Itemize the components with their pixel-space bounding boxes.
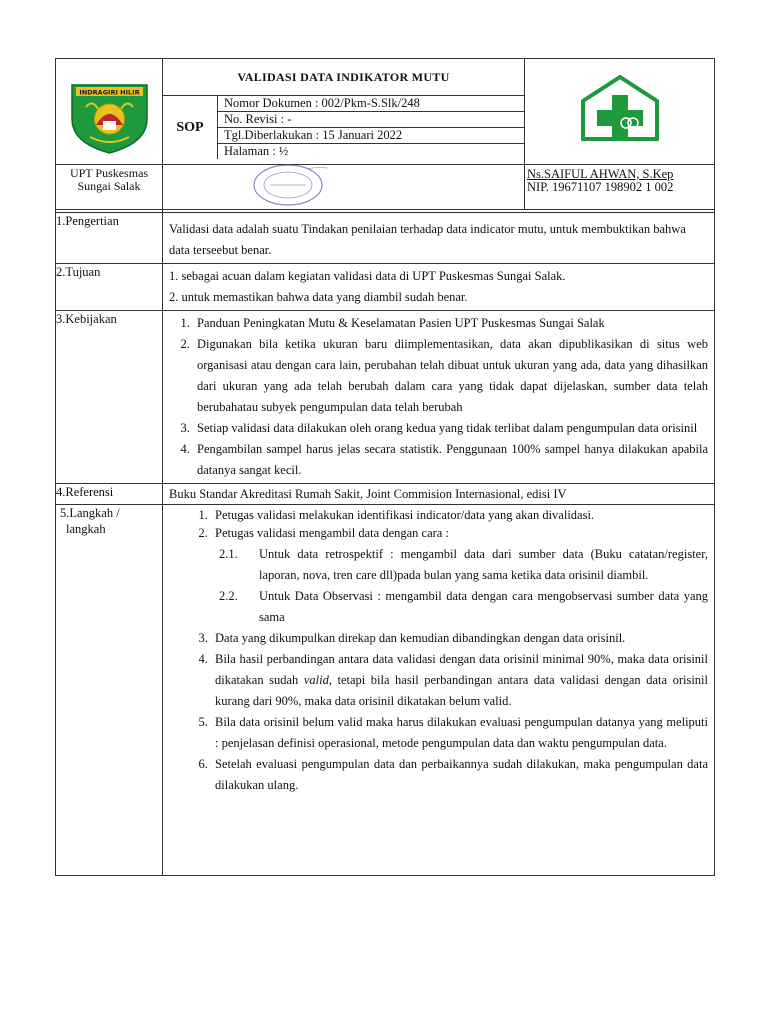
institution-line1: UPT Puskesmas (69, 166, 149, 180)
no-revisi: No. Revisi : - (218, 112, 524, 128)
langkah-item-italic: valid (303, 673, 329, 687)
pengertian-content (163, 213, 715, 264)
document-meta (218, 96, 524, 159)
langkah-item: 5. Bila data orisinil belum valid maka harus dilakukan evaluasi pengumpulan datanya yang meliputi : penjelasan definisi operasional, metode pengumpulan data dan waktu pengumpulan data. (211, 712, 708, 754)
langkah-label-line2: langkah (66, 522, 106, 536)
langkah-item (211, 649, 708, 712)
sub-number: 2.1. (219, 547, 238, 561)
kebijakan-item: 1. Panduan Peningkatan Mutu & Keselamatan Pasien UPT Puskesmas Sungai Salak (193, 313, 708, 334)
halaman: Halaman : ½ (224, 144, 289, 158)
sop-table (55, 58, 715, 876)
official-stamp-icon (248, 163, 328, 207)
langkah-label-line1: 5.Langkah / (60, 506, 120, 520)
puskesmas-cross-icon (525, 59, 715, 159)
pengertian-text: Validasi data adalah suatu Tindakan penilaian terhadap data indicator mutu, untuk membuktikan bahwa data terseebut benar. (169, 222, 686, 257)
tujuan-label: 2.Tujuan (56, 264, 163, 311)
referensi-label: 4.Referensi (56, 484, 163, 505)
referensi-content (163, 484, 715, 505)
sop-label: SOP (163, 96, 218, 159)
emblem-banner-text: INDRAGIRI HILIR (79, 88, 140, 97)
langkah-label (56, 505, 163, 876)
sub-item-text: Untuk Data Observasi : mengambil data dengan cara mengobservasi sumber data yang sama (259, 589, 708, 624)
tujuan-item: 1. sebagai acuan dalam kegiatan validasi data di UPT Puskesmas Sungai Salak. (169, 269, 566, 283)
langkah-content (163, 505, 715, 876)
regency-logo-cell (56, 59, 163, 165)
langkah-item (211, 523, 708, 628)
langkah-item: 3. Data yang dikumpulkan direkap dan kemudian dibandingkan dengan data orisinil. (211, 628, 708, 649)
langkah-item: 1. Petugas validasi melakukan identifikasi indicator/data yang akan divalidasi. (211, 507, 708, 523)
signer-cell (525, 165, 715, 210)
signer-nip: NIP. 19671107 198902 1 002 (527, 180, 674, 194)
langkah-item-text: Petugas validasi mengambil data dengan cara : (215, 526, 449, 540)
kebijakan-label: 3.Kebijakan (56, 311, 163, 484)
tgl-diberlakukan: Tgl.Diberlakukan : 15 Januari 2022 (218, 128, 524, 144)
kebijakan-item: 3. Setiap validasi data dilakukan oleh orang kedua yang tidak terlibat dalam pengumpulan data orisinil (193, 418, 708, 439)
langkah-item: 6. Setelah evaluasi pengumpulan data dan perbaikannya sudah dilakukan, maka pengumpulan data dilakukan ulang. (211, 754, 708, 796)
puskesmas-logo-cell (525, 59, 715, 165)
sub-number: 2.2. (219, 589, 238, 603)
document-title: VALIDASI DATA INDIKATOR MUTU (163, 59, 524, 96)
title-cell (163, 59, 525, 165)
sop-document (55, 58, 714, 876)
tujuan-item: 2. untuk memastikan bahwa data yang diambil sudah benar. (169, 290, 468, 304)
langkah-item-text-a: Bila hasil perbandingan antara data validasi dengan data orisinil minimal 90%, maka data orisinil dikatakan sudah (215, 652, 708, 687)
sub-item-text: Untuk data retrospektif : mengambil data dari sumber data (Buku catatan/register, laporan, nova, tren care dll)pada bulan yang sama ketika data orisinil diambil. (259, 547, 708, 582)
institution-cell (56, 165, 163, 210)
referensi-text: Buku Standar Akreditasi Rumah Sakit, Joint Commision Internasional, edisi IV (169, 487, 567, 501)
kebijakan-item: 4. Pengambilan sampel harus jelas secara statistik. Penggunaan 100% sampel hanya dilakukan apabila datanya sangat kecil. (193, 439, 708, 481)
signer-name: Ns.SAIFUL AHWAN, S.Kep (527, 167, 674, 181)
tujuan-content (163, 264, 715, 311)
stamp-cell (163, 165, 525, 210)
langkah-item-text-b: , tetapi bila hasil perbandingan antara data validasi dengan data orisinil kurang dari 90%, maka data orisinil dikatakan belum valid. (215, 673, 708, 708)
pengertian-label: 1.Pengertian (56, 213, 163, 264)
kebijakan-item: 2. Digunakan bila ketika ukuran baru diimplementasikan, data akan dipublikasikan di situs web organisasi atau dengan cara lain, perubahan telah dibuat untuk ukuran yang ada, data yang dihasilkan dari ukuran yang ada telah berubah dalam cara yang tidak dapat dijelaskan, sumber data telah berubahatau subyek pengumpulan data telah berubah (193, 334, 708, 418)
nomor-dokumen: Nomor Dokumen : 002/Pkm-S.Slk/248 (218, 96, 524, 112)
institution-line2: Sungai Salak (77, 179, 141, 193)
regency-emblem-icon (56, 59, 163, 159)
kebijakan-content (163, 311, 715, 484)
